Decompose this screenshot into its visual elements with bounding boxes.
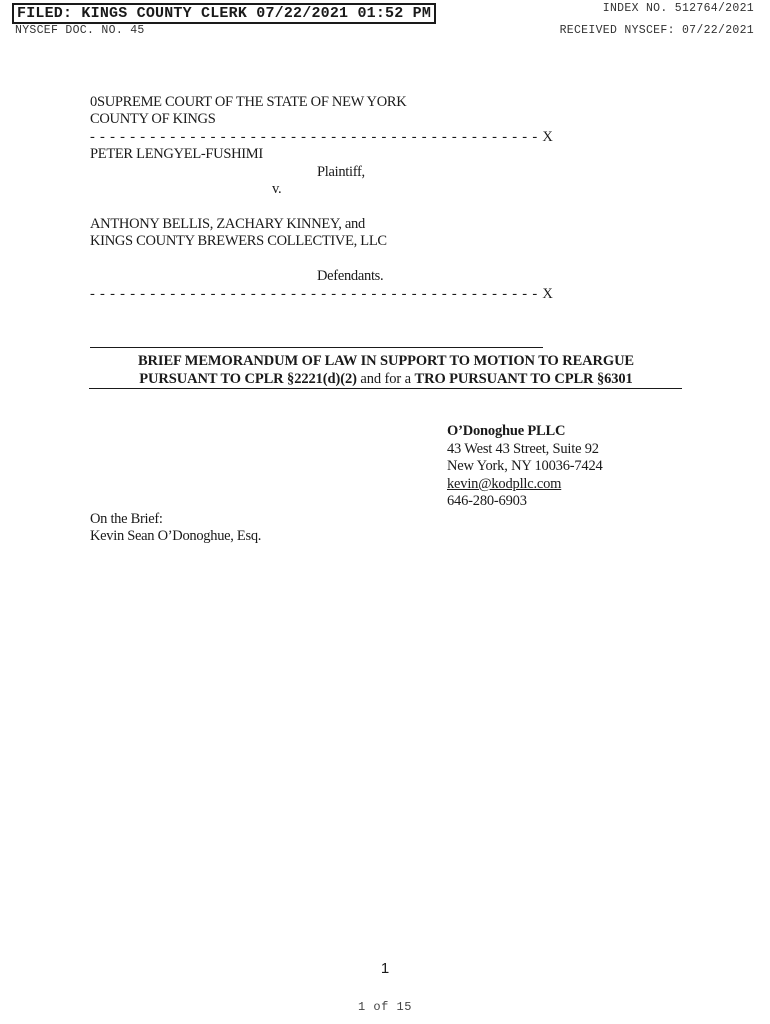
- defendants-role: Defendants.: [317, 268, 384, 284]
- court-county: COUNTY OF KINGS: [90, 111, 216, 127]
- counsel-city: New York, NY 10036-7424: [447, 458, 603, 474]
- counsel-street: 43 West 43 Street, Suite 92: [447, 441, 599, 457]
- plaintiff-name: PETER LENGYEL-FUSHIMI: [90, 146, 263, 162]
- brief-label: On the Brief:: [90, 511, 163, 527]
- received-date: RECEIVED NYSCEF: 07/22/2021: [559, 24, 754, 37]
- caption-divider-bottom: - - - - - - - - - - - - - - - - - - - - - - - - - - - - - - - - - - - - - - - - - - - - - X: [90, 286, 554, 302]
- title-top-rule: [90, 347, 543, 348]
- page-of-total: 1 of 15: [358, 1000, 412, 1014]
- counsel-email-link[interactable]: kevin@kodpllc.com: [447, 476, 562, 492]
- title-bottom-rule: [89, 388, 682, 389]
- counsel-firm: O’Donoghue PLLC: [447, 423, 566, 439]
- plaintiff-role: Plaintiff,: [317, 164, 365, 180]
- court-name: 0SUPREME COURT OF THE STATE OF NEW YORK: [90, 94, 407, 110]
- title-line1: BRIEF MEMORANDUM OF LAW IN SUPPORT TO MOTION TO REARGUE: [137, 353, 635, 369]
- versus: v.: [272, 181, 282, 197]
- nyscef-doc-no: NYSCEF DOC. NO. 45: [15, 24, 145, 37]
- brief-author: Kevin Sean O’Donoghue, Esq.: [90, 528, 262, 544]
- document-title: [90, 353, 682, 388]
- filed-stamp: FILED: KINGS COUNTY CLERK 07/22/2021 01:52 PM: [12, 3, 436, 24]
- title-line2-part3: TRO PURSUANT TO CPLR §6301: [414, 370, 633, 387]
- page-number: 1: [380, 960, 390, 977]
- title-line2-part2: and for a: [356, 370, 415, 387]
- index-no: INDEX NO. 512764/2021: [602, 2, 754, 15]
- caption-divider-top: - - - - - - - - - - - - - - - - - - - - - - - - - - - - - - - - - - - - - - - - - - - - - X: [90, 129, 554, 145]
- counsel-phone: 646-280-6903: [447, 493, 527, 509]
- defendants-line1: ANTHONY BELLIS, ZACHARY KINNEY, and: [90, 216, 365, 232]
- title-line2-part1: PURSUANT TO CPLR §2221(d)(2): [139, 370, 357, 387]
- defendants-line2: KINGS COUNTY BREWERS COLLECTIVE, LLC: [90, 233, 387, 249]
